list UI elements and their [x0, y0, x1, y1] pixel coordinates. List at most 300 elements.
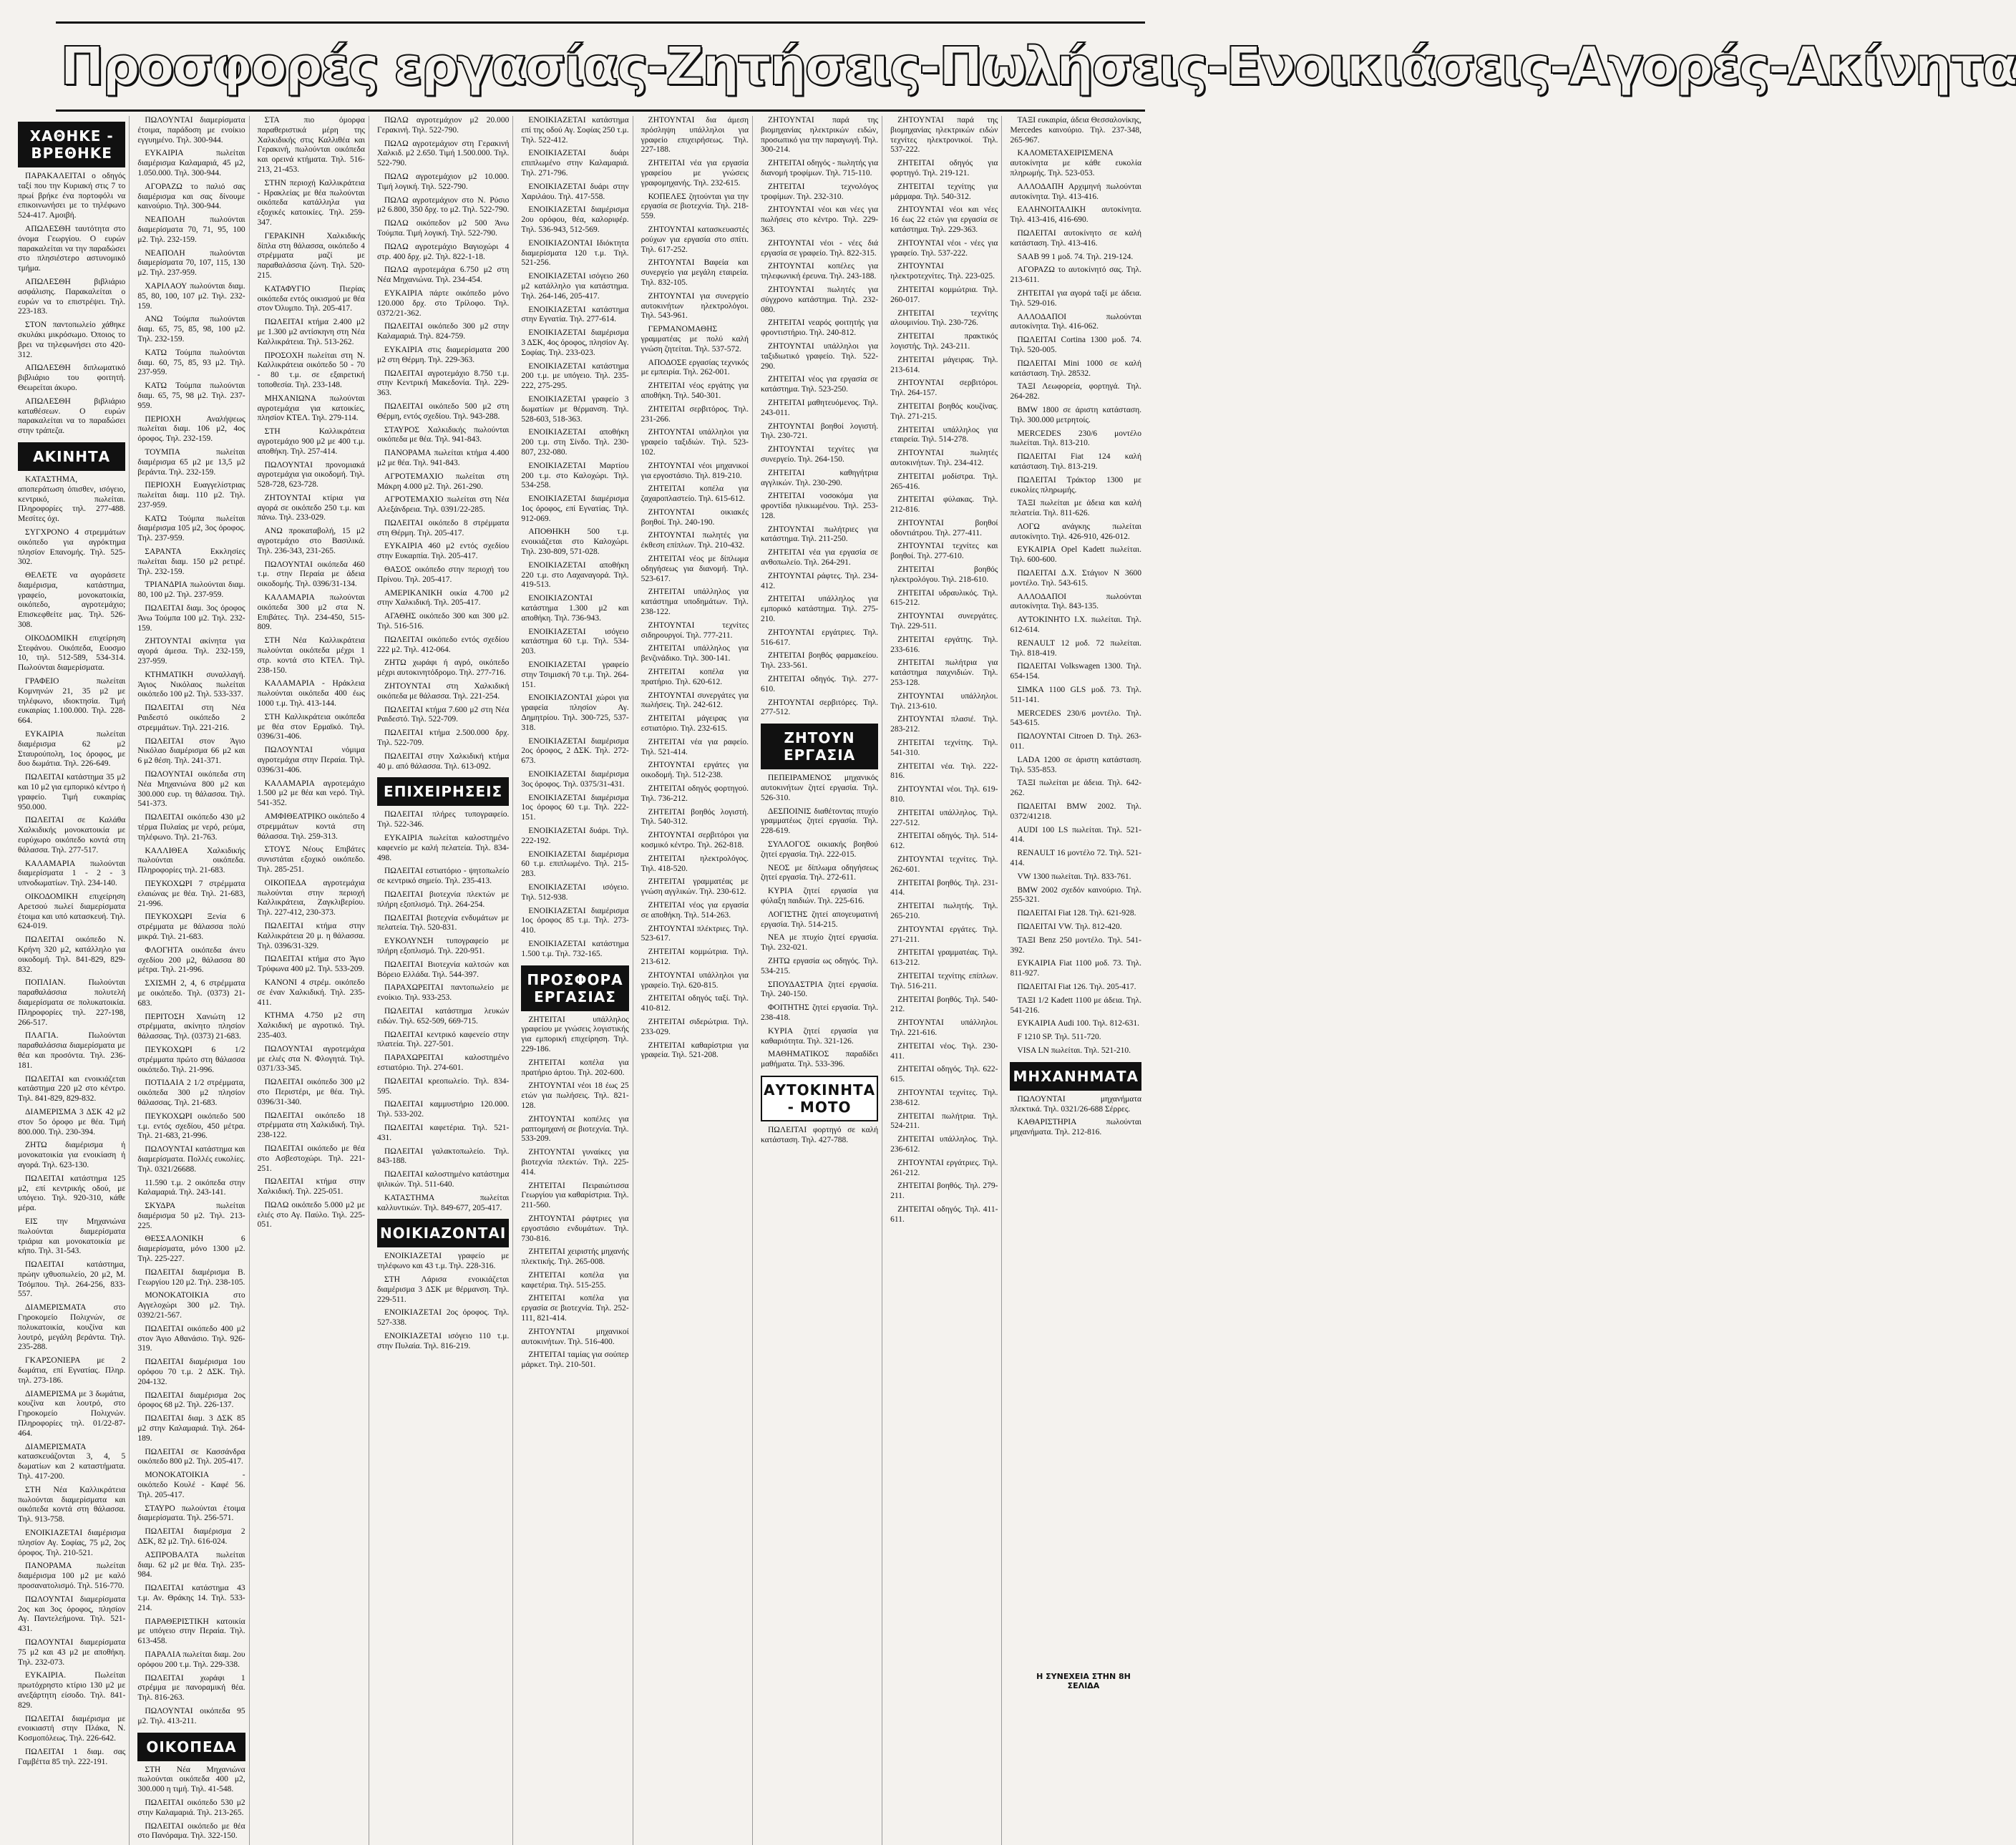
classified-ad: ΚΑΛΑΜΑΡΙΑ πωλούνται οικόπεδα 300 μ2 στα Ν. Επιβάτες. Τηλ. 234-450, 515-809.: [257, 593, 365, 632]
classified-ad: ΖΗΤΟΥΝΤΑΙ βοηθοί οδοντιάτρου. Τηλ. 277-411.: [890, 518, 998, 537]
classified-ad: ΠΩΛΕΙΤΑΙ Fiat 128. Τηλ. 621-928.: [1017, 909, 1136, 918]
classified-ad: ΠΕΥΚΟΧΩΡΙ 7 στρέμματα ελαιώνας με θέα. Τηλ. 21-683, 21-996.: [137, 879, 245, 908]
classified-ad: ΠΩΛΕΙΤΑΙ οικόπεδο 530 μ2 στην Καλαμαριά. Τηλ. 213-265.: [137, 1798, 245, 1817]
classified-ad: ΠΩΛΕΙΤΑΙ σε Κασσάνδρα οικόπεδο 800 μ2. Τηλ. 205-417.: [137, 1447, 245, 1466]
classified-ad: ΖΗΤΕΙΤΑΙ φύλακας. Τηλ. 212-816.: [890, 495, 998, 515]
classified-ad: LADA 1200 σε άριστη κατάσταση. Τηλ. 535-853.: [1010, 755, 1141, 774]
classified-ad: ΕΝΟΙΚΙΑΖΕΤΑΙ κατάστημα 200 τ.μ. με υπόγειο. Τηλ. 235-222, 275-295.: [521, 361, 629, 391]
classified-ad: ΖΗΤΟΥΝΤΑΙ υπάλληλοι. Τηλ. 213-610.: [890, 691, 998, 711]
classified-ad: ΖΗΤΕΙΤΑΙ βοηθός. Τηλ. 279-211.: [890, 1182, 998, 1201]
classified-ad: ΖΗΤΕΙΤΑΙ νέα. Τηλ. 222-816.: [890, 761, 998, 781]
classified-ad: ΖΗΤΟΥΝΤΑΙ για συνεργείο αυτοκινήτων ηλεκτρολόγοι. Τηλ. 543-961.: [641, 291, 749, 321]
classified-ad: ΠΩΛΕΙΤΑΙ BMW 2002. Τηλ. 0372/41218.: [1010, 802, 1141, 821]
continuation-note: Η ΣΥΝΕΧΕΙΑ ΣΤΗΝ 8Η ΣΕΛΙΔΑ: [1026, 1672, 1141, 1690]
classified-ad: ΑΠΟΔΟΣΕ εργασίας τεχνικός με εμπειρία. Τηλ. 262-001.: [641, 358, 749, 377]
classified-ad: ΖΗΤΟΥΝΤΑΙ βοηθοί λογιστή. Τηλ. 230-721.: [760, 422, 879, 441]
column-9: [1006, 116, 1145, 1845]
section-heading: ΕΠΙΧΕΙΡΗΣΕΙΣ: [377, 777, 509, 806]
column-2: [134, 116, 249, 1845]
classified-ad: ΖΗΤΟΥΝΤΑΙ τεχνίτες. Τηλ. 262-601.: [890, 855, 998, 874]
classified-ad: ΠΩΛΕΙΤΑΙ διαμέρισμα 2 ΔΣΚ, 82 μ2. Τηλ. 616-024.: [137, 1527, 245, 1546]
classified-ad: ΣΧΙΣΜΗ 2, 4, 6 στρέμματα με οικόπεδο. Τηλ. (0373) 21-683.: [137, 979, 245, 1008]
classified-ad: ΖΗΤΕΙΤΑΙ υπάλληλος για εταιρεία. Τηλ. 514-278.: [890, 425, 998, 444]
classified-ad: ΑΠΩΛΕΣΘΗ βιβλιάριο καταθέσεων. Ο ευρών παρακαλείται να το παραδώσει στην τράπεζα.: [18, 396, 126, 436]
column-8: [887, 116, 1002, 1845]
classified-ad: ΠΩΛΩ οικόπεδον μ2 500 Άνω Τούμπα. Τιμή λογική. Τηλ. 522-790.: [376, 219, 510, 238]
classified-ad: ΠΩΛΕΙΤΑΙ καφετέρια. Τηλ. 521-431.: [376, 1123, 510, 1142]
classified-ad: ΕΝΟΙΚΙΑΖΕΤΑΙ διαμέρισμα 1ος όροφος, επί Εγνατίας. Τηλ. 912-069.: [521, 495, 629, 523]
classified-ad: ΠΩΛΕΙΤΑΙ οικόπεδο 400 μ2 στον Άγιο Αθανάσιο. Τηλ. 926-319.: [137, 1324, 245, 1353]
classified-ad: ΣΑΡΑΝΤΑ Εκκλησίες πωλείται διαμ. 150 μ2 ρετιρέ. Τηλ. 232-159.: [137, 547, 245, 576]
classified-ad: ΣΤΑΥΡΟ πωλούνται έτοιμα διαμερίσματα. Τηλ. 256-571.: [137, 1504, 245, 1523]
classified-ad: ΠΩΛΕΙΤΑΙ κτήμα 2.500.000 δρχ. Τηλ. 522-709.: [376, 729, 510, 748]
classified-ad: ΠΩΛΕΙΤΑΙ κατάστημα λευκών ειδών. Τηλ. 652-509, 669-715.: [376, 1006, 510, 1026]
classified-ad: ΣΤΑΥΡΟΣ Χαλκιδικής πωλούνται οικόπεδα με θέα. Τηλ. 941-843.: [376, 425, 510, 444]
classified-ad: ΕΝΟΙΚΙΑΖΕΤΑΙ διαμέρισμα 60 τ.μ. επιπλωμένο. Τηλ. 215-283.: [521, 850, 629, 879]
classified-ad: ΖΗΤΟΥΝΤΑΙ οικιακές βοηθοί. Τηλ. 240-190.: [641, 507, 749, 527]
classified-ad: ΖΗΤΟΥΝΤΑΙ νέοι μηχανικοί για εργοστάσιο. Τηλ. 819-210.: [641, 461, 749, 480]
classified-ad: ΠΩΛΟΥΝΤΑΙ αγροτεμάχια με ελιές στα Ν. Φλογητά. Τηλ. 0371/33-345.: [257, 1044, 365, 1074]
classified-ad: ΖΗΤΕΙΤΑΙ πωλήτρια για κατάστημα παιχνιδιών. Τηλ. 253-128.: [890, 658, 998, 688]
column-4: [374, 116, 513, 1845]
classified-ad: ΖΗΤΩ εργασία ως οδηγός. Τηλ. 534-215.: [760, 956, 879, 975]
classified-ad: ΚΟΠΕΛΕΣ ζητούνται για την εργασία σε βιοτεχνία. Τηλ. 218-559.: [641, 192, 749, 221]
classified-ad: ΖΗΤΟΥΝΤΑΙ ράφτριες για εργοστάσιο ενδυμάτων. Τηλ. 730-816.: [521, 1214, 629, 1243]
column-7: [757, 116, 882, 1845]
classified-ad: ΣΤΗ Νέα Καλλικράτεια πωλούνται οικόπεδα μέχρι 1 στρ. κοντά στο ΚΤΕΛ. Τηλ. 238-150.: [257, 636, 365, 675]
classified-ad: ΕΥΚΑΙΡΙΑ Fiat 1100 μοδ. 73. Τηλ. 811-927.: [1010, 959, 1141, 978]
classified-ad: ΝΕΑΠΟΛΗ πωλούνται διαμερίσματα 70, 107, 115, 130 μ2. Τηλ. 237-959.: [137, 248, 245, 278]
classified-ad: ΕΝΟΙΚΙΑΖΕΤΑΙ δυάρι. Τηλ. 222-192.: [521, 827, 629, 845]
classified-ad: ΠΩΛΕΙΤΑΙ και ενοικιάζεται κατάστημα 220 μ2 στο κέντρο. Τηλ. 841-829, 829-832.: [18, 1074, 126, 1104]
classified-ad: ΑΓΑΘΗΣ οικόπεδο 300 και 300 μ2. Τηλ. 516-516.: [376, 612, 510, 631]
classified-ad: ΖΗΤΩ χωράφι ή αγρό, οικόπεδο μέχρι αυτοκινητόδρομο. Τηλ. 277-716.: [376, 658, 510, 678]
classified-ad: ΠΩΛΕΙΤΑΙ Mini 1000 σε καλή κατάσταση. Τηλ. 28532.: [1010, 359, 1141, 378]
classified-ad: AUDI 100 LS πωλείται. Τηλ. 521-414.: [1010, 825, 1141, 844]
classified-ad: ΖΗΤΟΥΝΤΑΙ τεχνίτες. Τηλ. 238-612.: [890, 1088, 998, 1107]
classified-ad: ΖΗΤΟΥΝΤΑΙ τεχνίτες και βοηθοί. Τηλ. 277-610.: [890, 542, 998, 561]
classified-ad: ΣΤΗΝ περιοχή Καλλικράτεια - Ηρακλείας με θέα πωλούνται οικόπεδα κατάλληλα για εξοχικές κατοικίες. Τηλ. 259-347.: [257, 178, 365, 227]
classified-ad: ΖΗΤΕΙΤΑΙ καθαρίστρια για γραφεία. Τηλ. 521-208.: [641, 1041, 749, 1060]
classified-ad: ΕΝΟΙΚΙΑΖΕΤΑΙ ισόγειο 110 τ.μ. στην Πυλαία. Τηλ. 816-219.: [376, 1331, 510, 1350]
classified-ad: ΖΗΤΕΙΤΑΙ κομμώτρια. Τηλ. 260-017.: [890, 285, 998, 304]
classified-ad: ΖΗΤΟΥΝΤΑΙ νέοι και νέες 16 έως 22 ετών για εργασία σε κατάστημα. Τηλ. 229-363.: [890, 205, 998, 234]
classified-ad: ΚΑΛΑΜΑΡΙΑ πωλούνται διαμερίσματα 1 - 2 - 3 υπνοδωματίων. Τηλ. 234-140.: [18, 859, 126, 888]
classified-ad: ΣΚΥΔΡΑ πωλείται διαμέρισμα 50 μ2. Τηλ. 213-225.: [137, 1202, 245, 1230]
classified-ad: ΣΥΓΧΡΟΝΟ 4 στρεμμάτων οικόπεδο για αγρόκτημα πλησίον Επανομής. Τηλ. 525-302.: [18, 527, 126, 567]
classified-ad: ΖΗΤΟΥΝΤΑΙ συνεργάτες. Τηλ. 229-511.: [890, 612, 998, 631]
classified-ad: ΖΗΤΕΙΤΑΙ κοπέλα για πρατήριο άρτου. Τηλ. 202-600.: [521, 1058, 629, 1077]
classified-ad: ΠΩΛΕΙΤΑΙ κτήμα 2.400 μ2 με 1.300 μ2 αντίσκηνη στη Νέα Καλλικράτεια. Τηλ. 513-262.: [257, 318, 365, 346]
classified-ad: ΖΗΤΕΙΤΑΙ νέος για εργασία σε αποθήκη. Τηλ. 514-263.: [641, 900, 749, 920]
classified-ad: ΖΗΤΕΙΤΑΙ νέα για εργασία σε ανθοπωλείο. Τηλ. 264-291.: [760, 548, 879, 568]
classified-ad: ΜΑΘΗΜΑΤΙΚΟΣ παραδίδει μαθήματα. Τηλ. 533-396.: [760, 1050, 879, 1069]
classified-ad: ΠΩΛΕΙΤΑΙ Τράκτορ 1300 με ευκολίες πληρωμής.: [1010, 475, 1141, 495]
classified-ad: ΤΑΞΙ Benz 250 μοντέλο. Τηλ. 541-392.: [1010, 935, 1141, 955]
classified-ad: ΖΗΤΕΙΤΑΙ νέος. Τηλ. 230-411.: [890, 1041, 998, 1061]
classified-ad: ΕΝΟΙΚΙΑΖΕΤΑΙ διαμέρισμα 3 ΔΣΚ, 4ος όροφος, πλησίον Αγ. Σοφίας. Τηλ. 233-023.: [521, 328, 629, 357]
classified-ad: ΖΗΤΕΙΤΑΙ υπάλληλος για βενζινάδικο. Τηλ. 300-141.: [641, 644, 749, 663]
classified-ad: ΑΝΩ προκαταβολή, 15 μ2 αγροτεμάχιο στο Βασιλικά. Τηλ. 236-343, 231-265.: [257, 527, 365, 555]
classified-ad: ΠΩΛΕΙΤΑΙ κατάστημα, πρώην ιχθυοπωλείο, 20 μ2, Μ. Τσόμπου. Τηλ. 264-256, 833-557.: [18, 1260, 126, 1299]
classified-ad: ΖΗΤΟΥΝΤΑΙ υπάλληλοι. Τηλ. 221-616.: [890, 1018, 998, 1037]
classified-ad: ΠΩΛΕΙΤΑΙ αυτοκίνητο σε καλή κατάσταση. Τηλ. 413-416.: [1010, 228, 1141, 248]
classified-ad: ΕΥΚΟΛΥΝΣΗ τυπογραφείο με πλήρη εξοπλισμό. Τηλ. 220-951.: [376, 937, 510, 955]
classified-ad: ΖΗΤΕΙΤΑΙ κομμώτρια. Τηλ. 213-612.: [641, 948, 749, 966]
classified-ad: ΕΝΟΙΚΙΑΖΕΤΑΙ κατάστημα επί της οδού Αγ. Σοφίας 250 τ.μ. Τηλ. 522-412.: [521, 116, 629, 145]
classified-ad: ΖΗΤΟΥΝΤΑΙ υπάλληλοι για ταξιδιωτικό γραφείο. Τηλ. 522-290.: [760, 341, 879, 371]
classified-ad: ΟΙΚΟΠΕΔΑ αγροτεμάχια πωλούνται στην περιοχή Καλλικράτεια, Ζαγκλιβερίου. Τηλ. 227-412, 230-373.: [257, 878, 365, 917]
classified-ad: ΖΗΤΕΙΤΑΙ υπάλληλος για εμπορικό κατάστημα. Τηλ. 275-210.: [760, 595, 879, 624]
classified-ad: ΖΗΤΕΙΤΑΙ τεχνίτης αλουμινίου. Τηλ. 230-726.: [890, 308, 998, 328]
classified-ad: ΖΗΤΟΥΝΤΑΙ νέοι. Τηλ. 619-810.: [890, 785, 998, 804]
classified-ad: ΚΥΡΙΑ ζητεί εργασία για φύλαξη παιδιών. Τηλ. 225-616.: [760, 887, 879, 905]
classified-ad: ΚΑΘΑΡΙΣΤΗΡΙΑ πωλούνται μηχανήματα. Τηλ. 212-816.: [1010, 1118, 1141, 1137]
classified-ad: ΟΙΚΟΔΟΜΙΚΗ επιχείρηση Αρετσού πωλεί διαμερίσματα έτοιμα και υπό κατασκευή. Τηλ. 624-019.: [18, 892, 126, 931]
classified-ad: ΠΩΛΕΙΤΑΙ στην Χαλκιδική κτήμα 40 μ. από θάλασσα. Τηλ. 613-092.: [376, 751, 510, 771]
classified-ad: ΠΩΛΕΙΤΑΙ οικόπεδο 300 μ2 στην Καλαμαριά. Τηλ. 824-759.: [376, 322, 510, 341]
classified-ad: ΘΑΣΟΣ οικόπεδο στην περιοχή του Πρίνου. Τηλ. 205-417.: [376, 565, 510, 584]
classified-ad: ΖΗΤΕΙΤΑΙ κοπέλα για καφετέρια. Τηλ. 515-255.: [521, 1270, 629, 1290]
classified-ad: ΠΩΛΕΙΤΑΙ Cortina 1300 μοδ. 74. Τηλ. 520-005.: [1010, 336, 1141, 354]
column-3: [254, 116, 369, 1845]
classified-ad: ΖΗΤΕΙΤΑΙ μοδίστρα. Τηλ. 265-416.: [890, 472, 998, 491]
classified-ad: ΛΟΓΙΣΤΗΣ ζητεί απογευματινή εργασία. Τηλ. 514-215.: [760, 910, 879, 929]
section-heading: ΜΗΧΑΝΗΜΑΤΑ: [1010, 1062, 1141, 1091]
classified-ad: ΠΩΛΕΙΤΑΙ οικόπεδο 8 στρέμματα στη Θέρμη. Τηλ. 205-417.: [376, 518, 510, 537]
classified-ad: ΖΗΤΕΙΤΑΙ για αγορά ταξί με άδεια. Τηλ. 529-016.: [1010, 288, 1141, 308]
classified-ad: ΖΗΤΟΥΝΤΑΙ συνεργάτες για πωλήσεις. Τηλ. 242-612.: [641, 691, 749, 710]
classified-ad: ΕΝΟΙΚΙΑΖΕΤΑΙ διαμέρισμα πλησίον Αγ. Σοφίας, 75 μ2, 2ος όροφος. Τηλ. 210-521.: [18, 1529, 126, 1557]
classified-ad: ΠΩΛΕΙΤΑΙ βιοτεχνία πλεκτών με πλήρη εξοπλισμό. Τηλ. 264-254.: [376, 890, 510, 909]
classified-ad: ΚΑΤΩ Τούμπα πωλούνται διαμ. 60, 75, 85, 93 μ2. Τηλ. 237-959.: [137, 348, 245, 377]
classified-ad: BMW 2002 σχεδόν καινούριο. Τηλ. 255-321.: [1010, 885, 1141, 905]
classified-ad: ΠΩΛΕΙΤΑΙ οικόπεδο Ν. Κρήνη 320 μ2, κατάλληλο για οικοδομή. Τηλ. 841-829, 829-832.: [18, 935, 126, 974]
classified-ad: ΟΙΚΟΔΟΜΙΚΗ επιχείρηση Στεφάνου. Οικόπεδα, Ευοσμο 10, τηλ. 512-589, 534-314. Πωλούνται διαμερίσματα.: [18, 633, 126, 673]
classified-ad: ΠΩΛΕΙΤΑΙ οικόπεδο με θέα στο Πανόραμα. Τηλ. 322-150.: [137, 1821, 245, 1841]
classified-ad: VW 1300 πωλείται. Τηλ. 833-761.: [1017, 872, 1131, 881]
classified-ad: ΕΝΟΙΚΙΑΖΕΤΑΙ δυάρι στην Χαριλάου. Τηλ. 417-558.: [521, 182, 629, 201]
classified-ad: ΠΩΛΩ αγροτεμάχιον μ2 10.000. Τιμή λογική. Τηλ. 522-790.: [376, 172, 510, 191]
classified-ad: ΕΝΟΙΚΙΑΖΕΤΑΙ αποθήκη 220 τ.μ. στο Λαχαναγορά. Τηλ. 419-513.: [521, 560, 629, 590]
classified-ad: ΠΩΛΟΥΝΤΑΙ διαμερίσματα έτοιμα, παράδοση με ενοίκιο εγγυημένο. Τηλ. 300-944.: [137, 116, 245, 145]
classified-ad: ΖΗΤΕΙΤΑΙ βοηθός φαρμακείου. Τηλ. 233-561.: [760, 651, 879, 671]
classified-ad: ΠΩΛΕΙΤΑΙ αγροτεμάχιο 8.750 τ.μ. στην Κεντρική Μακεδονία. Τηλ. 229-363.: [376, 369, 510, 398]
classified-ad: ΦΛΟΓΗΤΑ οικόπεδα άνευ σχεδίου 200 μ2, θάλασσα 80 μέτρα. Τηλ. 21-996.: [137, 945, 245, 975]
classified-ad: RENAULT 12 μοδ. 72 πωλείται. Τηλ. 818-419.: [1010, 638, 1141, 658]
classified-ad: ΠΩΛΕΙΤΑΙ σε Καλάθα Χαλκιδικής μονοκατοικία με ευρύχωρο οικόπεδο κοντά στη θάλασσα. Τηλ. 277-517.: [18, 816, 126, 855]
classified-ad: ΖΗΤΟΥΝΤΑΙ δια άμεση πρόσληψη υπάλληλοι για γραφείο επιχειρήσεως. Τηλ. 227-188.: [641, 116, 749, 155]
classified-ad: ΕΥΚΑΙΡΙΑ Opel Kadett πωλείται. Τηλ. 600-600.: [1010, 545, 1141, 565]
classified-ad: ΖΗΤΟΥΝΤΑΙ εργάτες. Τηλ. 271-211.: [890, 925, 998, 944]
classified-ad: ΚΑΤΑΣΤΗΜΑ, αποπεράτωση όπισθεν, ισόγειο, κεντρικό, πωλείται. Πληροφορίες τηλ. 277-488. Μεσίτες όχι.: [18, 474, 126, 524]
classified-ad: ΠΕΡΙΤΟΣΗ Χανιώτη 12 στρέμματα, ακίνητο πλησίον θάλασσας. Τηλ. (0373) 21-683.: [137, 1012, 245, 1041]
classified-ad: ΣΤΑ πιο όμορφα παραθεριστικά μέρη της Χαλκιδικής στις Καλλιθέα και Γερακινή, πωλούνται οικόπεδα και ορεινά κτήματα. Τηλ. 516-213, 21-453.: [257, 116, 365, 174]
classified-ad: ΚΥΡΙΑ ζητεί εργασία για καθαριότητα. Τηλ. 321-126.: [760, 1026, 879, 1046]
classified-ad: ΖΗΤΟΥΝΤΑΙ σερβιτόροι για κοσμικό κέντρο. Τηλ. 262-818.: [641, 831, 749, 850]
classified-ad: MERCEDES 230/6 μοντέλο πωλείται. Τηλ. 813-210.: [1010, 429, 1141, 448]
classified-ad: ΛΟΓΩ ανάγκης πωλείται αυτοκίνητο. Τηλ. 426-910, 426-012.: [1010, 522, 1141, 541]
classified-ad: ΖΗΤΟΥΝΤΑΙ ράφτες. Τηλ. 234-412.: [760, 571, 879, 590]
classified-ad: ΤΟΥΜΠΑ πωλείται διαμέρισμα 65 μ2 με 13,5 μ2 βεράντα. Τηλ. 232-159.: [137, 447, 245, 477]
classified-ad: 11.590 τ.μ. 2 οικόπεδα στην Καλαμαριά. Τηλ. 243-141.: [137, 1178, 245, 1197]
classified-ad: ΖΗΤΕΙΤΑΙ βοηθός ηλεκτρολόγου. Τηλ. 218-610.: [890, 565, 998, 584]
classified-ad: ΖΗΤΕΙΤΑΙ οδηγός. Τηλ. 622-615.: [890, 1065, 998, 1084]
classified-ad: ΧΑΡΙΛΑΟΥ πωλούνται διαμ. 85, 80, 100, 107 μ2. Τηλ. 232-159.: [137, 281, 245, 311]
classified-ad: ΤΑΞΙ ευκαιρία, άδεια Θεσσαλονίκης, Mercedes καινούριο. Τηλ. 237-348, 265-967.: [1010, 116, 1141, 145]
classified-ad: ΠΑΡΑΛΙΑ πωλείται διαμ. 2ου ορόφου 200 τ.μ. Τηλ. 229-338.: [137, 1650, 245, 1669]
classified-ad: ΠΩΛΕΙΤΑΙ διαμ. 3 ΔΣΚ 85 μ2 στην Καλαμαριά. Τηλ. 264-189.: [137, 1414, 245, 1443]
classified-ad: ΤΡΙΑΝΔΡΙΑ πωλούνται διαμ. 80, 100 μ2. Τηλ. 237-959.: [137, 580, 245, 600]
classified-ad: ΠΟΠΛΙΑΝ. Πωλούνται παραθαλάσσια πολυτελή διαμερίσματα σε πολυκατοικία. Πληροφορίες τηλ. 227-198, 266-517.: [18, 978, 126, 1027]
section-heading: ΖΗΤΟΥΝ ΕΡΓΑΣΙΑ: [761, 724, 878, 769]
classified-ad: ΠΕΠΕΙΡΑΜΕΝΟΣ μηχανικός αυτοκινήτων ζητεί εργασία. Τηλ. 526-310.: [760, 774, 879, 802]
classified-ad: ΚΑΤΑΣΤΗΜΑ πωλείται καλλυντικών. Τηλ. 849-677, 205-417.: [376, 1193, 510, 1212]
classified-ad: ΖΗΤΕΙΤΑΙ ταμίας για σούπερ μάρκετ. Τηλ. 210-501.: [521, 1350, 629, 1370]
classified-ad: ΠΩΛΩ αγροτεμάχια 6.750 μ2 στη Νέα Μηχανιώνα. Τηλ. 234-454.: [376, 266, 510, 285]
classified-ad: ΕΝΟΙΚΙΑΖΕΤΑΙ γραφείο στην Τσιμισκή 70 τ.μ. Τηλ. 264-151.: [521, 661, 629, 689]
classified-ad: ΚΑΤΩ Τούμπα πωλούνται διαμ. 65, 75, 98 μ2. Τηλ. 237-959.: [137, 381, 245, 410]
classified-ad: ΕΥΚΑΙΡΙΑ πωλείται καλοστημένο καφενείο με καλή πελατεία. Τηλ. 834-498.: [376, 834, 510, 862]
classified-ad: ΠΩΛΕΙΤΑΙ εστιατόριο - ψητοπωλείο σε κεντρικό σημείο. Τηλ. 235-413.: [376, 867, 510, 886]
classified-ad: ΣΠΟΥΔΑΣΤΡΙΑ ζητεί εργασία. Τηλ. 240-150.: [760, 980, 879, 999]
classified-ad: ΖΗΤΕΙΤΑΙ βοηθός. Τηλ. 231-414.: [890, 878, 998, 897]
classified-ad: ΠΩΛΕΙΤΑΙ οικόπεδο 300 μ2 στο Περιστέρι, με θέα. Τηλ. 0396/31-340.: [257, 1078, 365, 1106]
classified-ad: ΖΗΤΕΙΤΑΙ τεχνίτης επίπλων. Τηλ. 516-211.: [890, 971, 998, 990]
classified-ad: ΕΝΟΙΚΙΑΖΕΤΑΙ γραφείο 3 δωματίων με θέρμανση. Τηλ. 528-603, 518-363.: [521, 394, 629, 424]
classified-ad: ΖΗΤΕΙΤΑΙ βοηθός κουζίνας. Τηλ. 271-215.: [890, 401, 998, 421]
classified-ad: ΠΑΡΑΧΩΡΕΙΤΑΙ καλοστημένο εστιατόριο. Τηλ. 274-601.: [376, 1053, 510, 1072]
classified-ad: ΖΗΤΟΥΝΤΑΙ Βαφεία και συνεργείο για μεγάλη εταιρεία. Τηλ. 832-105.: [641, 258, 749, 287]
classified-ad: ΤΑΞΙ πωλείται με άδεια και καλή πελατεία. Τηλ. 811-626.: [1010, 499, 1141, 518]
classified-ad: ΠΩΛΕΙΤΑΙ κατάστημα 43 τ.μ. Αν. Θράκης 14. Τηλ. 533-214.: [137, 1584, 245, 1612]
classified-ad: ΖΗΤΕΙΤΑΙ καθηγήτρια αγγλικών. Τηλ. 230-290.: [760, 468, 879, 487]
classified-ad: ΠΩΛΕΙΤΑΙ πλήρες τυπογραφείο. Τηλ. 522-346.: [376, 810, 510, 829]
classified-ad: ΕΥΚΑΙΡΙΑ στις διαμερίσματα 200 μ2 στη Θέρμη. Τηλ. 229-363.: [376, 345, 510, 364]
classified-ad: ΠΡΟΣΟΧΗ πωλείται στη Ν. Καλλικράτεια οικόπεδο 50 - 70 - 80 τ.μ. σε εξαιρετική τοποθεσία. Τηλ. 233-148.: [257, 351, 365, 389]
classified-ad: ΠΩΛΕΙΤΑΙ οικόπεδο εντός σχεδίου 222 μ2. Τηλ. 412-064.: [376, 635, 510, 654]
classified-ad: ΠΩΛΕΙΤΑΙ στον Άγιο Νικόλαο διαμέρισμα 66 μ2 και 6 μ2 θέση. Τηλ. 241-371.: [137, 736, 245, 766]
classified-ad: ΣΤΗ Νέα Μηχανιώνα πωλούνται οικόπεδα 400 μ2, 300.000 η τιμή. Τηλ. 41-548.: [137, 1765, 245, 1794]
classified-ad: ΖΗΤΕΙΤΑΙ Πειραιώτισσα Γεωργίου για καθαρίστρια. Τηλ. 211-560.: [521, 1181, 629, 1210]
classified-ad: ΤΑΞΙ 1/2 Kadett 1100 με άδεια. Τηλ. 541-216.: [1010, 995, 1141, 1015]
classified-ad: ΖΗΤΕΙΤΑΙ νεαρός φοιτητής για φροντιστήριο. Τηλ. 240-812.: [760, 318, 879, 338]
classified-ad: ΠΩΛΕΙΤΑΙ Δ.Χ. Στάγιον Ν 3600 μοντέλο. Τηλ. 543-615.: [1010, 569, 1141, 588]
classified-ad: ΕΙΣ την Μηχανιώνα πωλούνται διαμερίσματα τριάρια και μονοκατοικία με κήπο. Τηλ. 31-543.: [18, 1217, 126, 1256]
classified-ad: ΖΗΤΕΙΤΑΙ βοηθός λογιστή. Τηλ. 540-312.: [641, 807, 749, 827]
classified-ad: ΠΩΛΩ οικόπεδο 5.000 μ2 με ελιές στο Αγ. Παύλο. Τηλ. 225-051.: [257, 1200, 365, 1230]
classified-ad: ΚΑΤΑΦΥΓΙΟ Πιερίας οικόπεδα εντός οικισμού με θέα στον Όλυμπο. Τηλ. 205-417.: [257, 284, 365, 313]
classified-ad: ΖΗΤΕΙΤΑΙ οδηγός. Τηλ. 514-612.: [890, 832, 998, 851]
classified-ad: ΠΕΡΙΟΧΗ Ευαγγελίστριας πωλείται διαμ. 110 μ2. Τηλ. 237-959.: [137, 481, 245, 510]
page-banner: [56, 21, 2016, 112]
classified-ad: ΖΗΤΕΙΤΑΙ ηλεκτρολόγος. Τηλ. 418-520.: [641, 854, 749, 873]
classified-ad: ΕΥΚΑΙΡΙΑ πάρτε οικόπεδο μόνο 120.000 δρχ. στο Τρίλοφο. Τηλ. 0372/21-362.: [376, 288, 510, 318]
classified-ad: ΖΗΤΟΥΝΤΑΙ πλασιέ. Τηλ. 283-212.: [890, 715, 998, 734]
classified-ad: ΜΗΧΑΝΙΩΝΑ πωλούνται αγροτεμάχια για κατοικίες, πλησίον ΚΤΕΛ. Τηλ. 279-114.: [257, 394, 365, 423]
classified-ad: ΕΥΚΑΙΡΙΑ πωλείται διαμέρισμα 62 μ2 Σταυρούπολη, 1ος όροφος, με δυο δωμάτια. Τηλ. 226-649.: [18, 730, 126, 769]
classified-ad: ΣΤΗ Λάρισα ενοικιάζεται διαμέρισμα 3 ΔΣΚ με θέρμανση. Τηλ. 229-511.: [376, 1275, 510, 1304]
classified-ad: ΕΝΟΙΚΙΑΖΕΤΑΙ κατάστημα 1.500 τ.μ. Τηλ. 732-165.: [521, 939, 629, 958]
classified-ad: ΠΩΛΕΙΤΑΙ 1 διαμ. σας Γαμβέττα 85 τηλ. 222-191.: [18, 1747, 126, 1766]
classified-ad: ΠΑΡΑΚΑΛΕΙΤΑΙ ο οδηγός ταξί που την Κυριακή στις 7 το πρωί βρήκε ένα πορτοφόλι να επικοινωνήσει με το τηλέφωνο 524-417. Αμοιβή.: [18, 172, 126, 220]
classified-ad: ΖΗΤΕΙΤΑΙ πωλήτρια. Τηλ. 524-211.: [890, 1111, 998, 1131]
classified-ad: ΝΕΑΠΟΛΗ πωλούνται διαμερίσματα 70, 71, 95, 100 μ2. Τηλ. 232-159.: [137, 215, 245, 244]
classified-ad: ΖΗΤΕΙΤΑΙ χειριστής μηχανής πλεκτικής. Τηλ. 265-008.: [521, 1247, 629, 1267]
classified-ad: ΠΩΛΕΙΤΑΙ Fiat 126. Τηλ. 205-417.: [1017, 982, 1136, 991]
classified-ad: ΘΕΛΕΤΕ να αγοράσετε διαμέρισμα, κατάστημα, γραφείο, μονοκατοικία, οικόπεδο, αγροτεμάχιο; Επισκεφθείτε μας. Τηλ. 526-308.: [18, 571, 126, 630]
classified-ad: ΠΩΛΕΙΤΑΙ οικόπεδο 18 στρέμματα στη Χαλκιδική. Τηλ. 238-122.: [257, 1111, 365, 1140]
classified-ad: ΜΟΝΟΚΑΤΟΙΚΙΑ - οικόπεδο Κουλέ - Καφέ 56. Τηλ. 205-417.: [137, 1471, 245, 1499]
classified-ad: ΠΩΛΕΙΤΑΙ οικόπεδο 500 μ2 στη Θέρμη, εντός σχεδίου. Τηλ. 943-288.: [376, 401, 510, 421]
classified-ad: ΠΩΛΟΥΝΤΑΙ Citroen D. Τηλ. 263-011.: [1010, 732, 1141, 751]
classified-ad: ΖΗΤΕΙΤΑΙ υπάλληλος. Τηλ. 227-512.: [890, 808, 998, 827]
classified-ad: ΚΑΛΛΙΘΕΑ Χαλκιδικής πωλούνται οικόπεδα. Πληροφορίες τηλ. 21-683.: [137, 846, 245, 875]
classified-ad: ΖΗΤΟΥΝΤΑΙ σερβιτόρες. Τηλ. 277-512.: [760, 698, 879, 717]
classified-ad: ΖΗΤΕΙΤΑΙ γραμματέας με γνώση αγγλικών. Τηλ. 230-612.: [641, 877, 749, 897]
classified-ad: ΠΑΡΑΘΕΡΙΣΤΙΚΗ κατοικία με υπόγειο στην Περαία. Τηλ. 613-458.: [137, 1617, 245, 1646]
classified-ad: ΠΩΛΕΙΤΑΙ καμμυστήριο 120.000. Τηλ. 533-202.: [376, 1100, 510, 1119]
classified-ad: ΖΗΤΕΙΤΑΙ σερβιτόρος. Τηλ. 231-266.: [641, 404, 749, 424]
classified-ad: ΖΗΤΕΙΤΑΙ νοσοκόμα για φροντίδα ηλικιωμένου. Τηλ. 253-128.: [760, 492, 879, 520]
classified-ad: ΑΛΛΟΔΑΠΗ Αρχιμηνή πωλούνται αυτοκίνητα. Τηλ. 413-416.: [1010, 182, 1141, 201]
classified-ad: ΑΠΩΛΕΣΘΗ διπλωματικό βιβλιάριο του φοιτητή. Θεωρείται άκυρο.: [18, 364, 126, 392]
classified-ad: ΖΗΤΕΙΤΑΙ οδηγός. Τηλ. 411-611.: [890, 1204, 998, 1224]
classified-ad: ΚΑΛΑΜΑΡΙΑ - Ηράκλεια πωλούνται οικόπεδα 400 έως 1000 τ.μ. Τηλ. 413-144.: [257, 679, 365, 709]
classified-ad: ΠΩΛΟΥΝΤΑΙ οικόπεδα 460 τ.μ. στην Περαία με άδεια οικοδομής. Τηλ. 0396/31-134.: [257, 560, 365, 589]
classified-ad: BMW 1800 σε άριστη κατάσταση. Τηλ. 300.000 μετρητοίς.: [1010, 405, 1141, 424]
classified-ad: ΖΗΤΕΙΤΑΙ πρακτικός λογιστής. Τηλ. 243-211.: [890, 332, 998, 351]
classified-ad: ΓΕΡΑΚΙΝΗ Χαλκιδικής δίπλα στη θάλασσα, οικόπεδο 4 στρέμματα μαζί με παραθαλάσσια ζώνη. Τηλ. 520-215.: [257, 231, 365, 280]
classified-ad: ΖΗΤΕΙΤΑΙ κοπέλα για πρατήριο. Τηλ. 620-612.: [641, 668, 749, 686]
classified-ad: ΑΜΦΙΘΕΑΤΡΙΚΟ οικόπεδο 4 στρεμμάτων κοντά στη θάλασσα. Τηλ. 259-313.: [257, 812, 365, 841]
classified-ad: ΓΡΑΦΕΙΟ πωλείται Κομνηνών 21, 35 μ2 με τηλέφωνο, ιδιοκτησία. Τιμή ευκαιρίας 1.100.000. Τηλ. 228-664.: [18, 677, 126, 726]
classified-ad: ΠΩΛΩ αγροτεμάχιον στη Γερακινή Χαλκιδ. μ2 2.650. Τιμή 1.500.000. Τηλ. 522-790.: [376, 139, 510, 168]
classified-ad: ΠΑΝΟΡΑΜΑ πωλείται διαμέρισμα 100 μ2 με καλό προσανατολισμό. Τηλ. 516-770.: [18, 1562, 126, 1590]
classified-ad: ΠΩΛΟΥΝΤΑΙ προνομιακά αγροτεμάχια για οικοδομή. Τηλ. 528-728, 623-728.: [257, 460, 365, 490]
classified-ad: ΤΑΞΙ Λεωφορεία, φορτηγά. Τηλ. 264-282.: [1010, 382, 1141, 401]
classified-ad: ΠΩΛΕΙΤΑΙ διαμέρισμα Β. Γεωργίου 120 μ2. Τηλ. 238-105.: [137, 1267, 245, 1287]
classified-ad: F 1210 SP. Τηλ. 511-720.: [1017, 1033, 1101, 1042]
classified-ad: ΠΩΛΟΥΝΤΑΙ νόμιμα αγροτεμάχια στην Περαία. Τηλ. 0396/31-406.: [257, 746, 365, 774]
classified-ad: ΖΗΤΟΥΝΤΑΙ υπάλληλοι για γραφείο. Τηλ. 620-815.: [641, 970, 749, 990]
classified-ad: ΠΟΤΙΔΑΙΑ 2 1/2 στρέμματα, οικόπεδα 300 μ2 πλησίον θάλασσας. Τηλ. 21-683.: [137, 1079, 245, 1107]
classified-ad: ΖΗΤΕΙΤΑΙ βοηθός. Τηλ. 540-212.: [890, 995, 998, 1014]
classified-ad: ΚΑΝΟΝΙ 4 στρέμ. οικόπεδο σε έναν Χαλκιδική. Τηλ. 235-411.: [257, 978, 365, 1007]
classified-ad: ΖΗΤΕΙΤΑΙ μάγειρας για εστιατόριο. Τηλ. 232-615.: [641, 714, 749, 734]
classified-ad: ΖΗΤΟΥΝΤΑΙ στη Χαλκιδική οικόπεδα με θάλασσα. Τηλ. 221-254.: [376, 682, 510, 701]
classified-ad: ΖΗΤΕΙΤΑΙ τεχνίτης. Τηλ. 541-310.: [890, 739, 998, 757]
classified-ad: ΠΩΛΩ αγροτεμάχιον στο Ν. Ρύσιο μ2 6.800, 350 δρχ. το μ2. Τηλ. 522-790.: [376, 195, 510, 215]
classified-ad: ΠΩΛΕΙΤΑΙ οικόπεδο με θέα στο Ασβεστοχώρι. Τηλ. 221-251.: [257, 1144, 365, 1173]
classified-ad: ΖΗΤΕΙΤΑΙ υπάλληλος γραφείου με γνώσεις λογιστικής για εμπορική επιχείρηση. Τηλ. 229-186.: [521, 1015, 629, 1053]
classified-ad: ΕΝΟΙΚΙΑΖΟΝΤΑΙ Ιδιόκτητα διαμερίσματα 120 τ.μ. Τηλ. 521-256.: [521, 238, 629, 268]
classified-ad: ΕΥΚΑΙΡΙΑ. Πωλείται πρωτόχρηστο κτίριο 130 μ2 με ανεξάρτητη είσοδο. Τηλ. 841-829.: [18, 1671, 126, 1710]
classified-ad: ΓΚΑΡΣΟΝΙΕΡΑ με 2 δωμάτια, επί Εγνατίας. Πληρ. τηλ. 273-186.: [18, 1356, 126, 1385]
classified-ad: ΖΗΤΟΥΝΤΑΙ κοπέλες για τηλεφωνική έρευνα. Τηλ. 243-188.: [760, 262, 879, 281]
classified-ad: ΖΗΤΟΥΝΤΑΙ κατασκευαστές ρούχων για εργασία στο σπίτι. Τηλ. 617-252.: [641, 225, 749, 254]
classified-ad: ΖΗΤΕΙΤΑΙ γραμματέας. Τηλ. 613-212.: [890, 948, 998, 968]
column-6: [638, 116, 753, 1845]
classified-ad: ΖΗΤΟΥΝΤΑΙ πλέκτριες. Τηλ. 523-617.: [641, 924, 749, 943]
classified-ad: ΖΗΤΟΥΝΤΑΙ σερβιτόροι. Τηλ. 264-157.: [890, 379, 998, 398]
section-heading: ΟΙΚΟΠΕΔΑ: [137, 1733, 245, 1761]
classified-ad: ΔΙΑΜΕΡΙΣΜΑ 3 ΔΣΚ 42 μ2 στον 5ο όροφο με θέα. Τιμή 800.000. Τηλ. 230-394.: [18, 1107, 126, 1136]
classified-ad: ΖΗΤΕΙΤΑΙ κοπέλα για εργασία σε βιοτεχνία. Τηλ. 252-111, 821-414.: [521, 1294, 629, 1323]
classified-ad: ΤΑΞΙ πωλείται με άδεια. Τηλ. 642-262.: [1010, 779, 1141, 798]
classified-ad: ΑΛΛΟΔΑΠΟΙ πωλούνται αυτοκίνητα. Τηλ. 416-062.: [1010, 312, 1141, 331]
classified-ad: ΕΝΟΙΚΙΑΖΕΤΑΙ ισόγειο 260 μ2 κατάλληλο για κατάστημα. Τηλ. 264-146, 205-417.: [521, 272, 629, 301]
classified-ad: ΖΗΤΟΥΝΤΑΙ πωλήτριες για κατάστημα. Τηλ. 211-250.: [760, 525, 879, 544]
classified-ad: ΑΠΩΛΕΣΘΗ βιβλιάριο ασφάλισης. Παρακαλείται ο ευρών να το επιστρέψει. Τηλ. 223-183.: [18, 277, 126, 316]
classified-ad: ΖΗΤΟΥΝΤΑΙ εργάτριες. Τηλ. 516-617.: [760, 628, 879, 647]
classified-ad: ΕΝΟΙΚΙΑΖΟΝΤΑΙ χώροι για γραφεία πλησίον Αγ. Δημητρίου. Τηλ. 300-725, 537-318.: [521, 693, 629, 732]
classified-ad: ΕΝΟΙΚΙΑΖΕΤΑΙ ισόγειο. Τηλ. 512-938.: [521, 882, 629, 902]
classified-ad: ΑΠΟΘΗΚΗ 500 τ.μ. ενοικιάζεται στο Καλοχώρι. Τηλ. 230-809, 571-028.: [521, 527, 629, 557]
classified-ad: ΠΩΛΕΙΤΑΙ γαλακτοπωλείο. Τηλ. 843-188.: [376, 1147, 510, 1166]
classified-ad: ΔΕΣΠΟΙΝΙΣ διαθέτοντας πτυχίο γραμματέως ζητεί εργασία. Τηλ. 228-619.: [760, 807, 879, 836]
classified-ad: ΠΩΛΟΥΝΤΑΙ κατάστημα και διαμερίσματα. Πολλές ευκολίες. Τηλ. 0321/26688.: [137, 1145, 245, 1174]
classified-ad: ΖΗΤΕΙΤΑΙ τεχνολόγος τροφίμων. Τηλ. 232-310.: [760, 182, 879, 201]
classified-ad: ΚΤΗΜΑΤΙΚΗ συναλλαγή. Άγιος Νικόλαος πωλείται οικόπεδο 100 μ2. Τηλ. 533-337.: [137, 670, 245, 699]
classified-ad: ΖΗΤΕΙΤΑΙ υπάλληλος για κατάστημα υποδημάτων. Τηλ. 238-122.: [641, 588, 749, 617]
classified-ad: ΠΕΥΚΟΧΩΡΙ 6 1/2 στρέμματα πρώτο στη θάλασσα οικόπεδο. Τηλ. 21-996.: [137, 1045, 245, 1074]
classified-ad: ΑΝΩ Τούμπα πωλούνται διαμ. 65, 75, 85, 98, 100 μ2. Τηλ. 232-159.: [137, 315, 245, 344]
classified-ad: ΖΗΤΕΙΤΑΙ νέα για ραφείο. Τηλ. 521-414.: [641, 737, 749, 756]
classified-ad: ΠΩΛΕΙΤΑΙ οικόπεδο 430 μ2 τέρμα Πυλαίας με νερό, ρεύμα, τηλέφωνο. Τηλ. 21-763.: [137, 813, 245, 842]
classified-ad: ΠΩΛΕΙΤΑΙ Volkswagen 1300. Τηλ. 654-154.: [1010, 662, 1141, 681]
classified-ad: ΠΩΛΕΙΤΑΙ διαμέρισμα με ενοικιαστή στην Πλάκα, Ν. Κοσμοπόλεως. Τηλ. 226-642.: [18, 1714, 126, 1743]
classified-ad: ΖΗΤΕΙΤΑΙ οδηγός για φορτηγό. Τηλ. 219-121.: [890, 159, 998, 177]
classified-ad: ΖΗΤΟΥΝΤΑΙ ακίνητα για αγορά άμεσα. Τηλ. 232-159, 237-959.: [137, 637, 245, 666]
classified-ad: ΖΗΤΟΥΝΤΑΙ μηχανικοί αυτοκινήτων. Τηλ. 516-400.: [521, 1327, 629, 1346]
classified-ad: SAAB 99 1 μοδ. 74. Τηλ. 219-124.: [1017, 252, 1134, 261]
classified-ad: ΣΤΗ Νέα Καλλικράτεια πωλούνται διαμερίσματα και οικόπεδα κοντά στη θάλασσα. Τηλ. 913-758.: [18, 1485, 126, 1524]
classified-ad: ΖΗΤΟΥΝΤΑΙ νέοι - νέες για γραφείο. Τηλ. 537-222.: [890, 238, 998, 258]
classified-ad: ΖΗΤΕΙΤΑΙ κοπέλα για ζαχαροπλαστείο. Τηλ. 615-612.: [641, 485, 749, 504]
classified-ad: ΚΑΛΟΜΕΤΑΧΕΙΡΙΣΜΕΝΑ αυτοκίνητα με κάθε ευκολία πληρωμής. Τηλ. 523-053.: [1010, 149, 1141, 177]
classified-ad: ΠΩΛΕΙΤΑΙ Fiat 124 καλή κατάσταση. Τηλ. 813-219.: [1010, 452, 1141, 471]
classified-ad: ΕΝΟΙΚΙΑΖΕΤΑΙ αποθήκη 200 τ.μ. στη Σίνδο. Τηλ. 230-807, 232-080.: [521, 428, 629, 457]
classified-ad: ΖΗΤΕΙΤΑΙ νέος για εργασία σε κατάστημα. Τηλ. 523-250.: [760, 375, 879, 394]
classified-ad: ΠΩΛΩ αγροτεμάχιον μ2 20.000 Γερακινή. Τηλ. 522-790.: [376, 116, 510, 135]
classified-ad: ΖΗΤΟΥΝΤΑΙ γυναίκες για βιοτεχνία πλεκτών. Τηλ. 225-414.: [521, 1148, 629, 1177]
classified-ad: ΖΗΤΟΥΝΤΑΙ νέοι και νέες για πωλήσεις στο κέντρο. Τηλ. 229-363.: [760, 205, 879, 234]
classified-ad: ΔΙΑΜΕΡΙΣΜΑΤΑ στο Γηροκομείο Πολιχνών, σε πολυκατοικία, κουζίνα και λουτρό, μεγάλη βεράντα. Τηλ. 235-288.: [18, 1303, 126, 1352]
classified-ad: ΠΩΛΕΙΤΑΙ διαμ. 3ος όροφος Άνω Τούμπα 100 μ2. Τηλ. 232-159.: [137, 604, 245, 633]
classified-ad: ΠΩΛΕΙΤΑΙ κεντρικό καφενείο στην πλατεία. Τηλ. 227-501.: [376, 1030, 510, 1049]
classified-ad: ΖΗΤΟΥΝΤΑΙ εργάτες για οικοδομή. Τηλ. 512-238.: [641, 761, 749, 780]
classified-ad: ΠΑΡΑΧΩΡΕΙΤΑΙ παντοπωλείο με ενοίκιο. Τηλ. 933-253.: [376, 983, 510, 1003]
classified-ad: ΠΩΛΕΙΤΑΙ κτήμα στην Καλλικράτεια 20 μ. η θάλασσα. Τηλ. 0396/31-329.: [257, 921, 365, 950]
classified-ad: ΕΥΚΑΙΡΙΑ πωλείται διαμέρισμα Καλαμαριά, 45 μ2, 1.050.000. Τηλ. 300-944.: [137, 149, 245, 177]
classified-ad: ΖΗΤΕΙΤΑΙ νέος με δίπλωμα οδηγήσεως για διανομή. Τηλ. 523-617.: [641, 555, 749, 583]
classified-ad: ΑΓΡΟΤΕΜΑΧΙΟ πωλείται στη Μάκρη 4.000 μ2. Τηλ. 261-290.: [376, 472, 510, 491]
classified-ad: ΜΟΝΟΚΑΤΟΙΚΙΑ στο Αγγελοχώρι 300 μ2. Τηλ. 0392/21-567.: [137, 1291, 245, 1320]
classified-ad: ΓΕΡΜΑΝΟΜΑΘΗΣ γραμματέας με πολύ καλή γνώση ζητείται. Τηλ. 537-572.: [641, 325, 749, 354]
section-heading: ΧΑΘΗΚΕ - ΒΡΕΘΗΚΕ: [18, 122, 125, 167]
classified-ad: ΖΗΤΟΥΝΤΑΙ υπάλληλοι για γραφείο ταξιδιών. Τηλ. 523-102.: [641, 428, 749, 457]
classified-ad: ΠΩΛΕΙΤΑΙ καλοστημένο κατάστημα ψιλικών. Τηλ. 511-640.: [376, 1170, 510, 1189]
classified-ad: ΖΗΤΕΙΤΑΙ οδηγός ταξί. Τηλ. 410-812.: [641, 994, 749, 1013]
classified-ad: ΠΩΛΕΙΤΑΙ κτήμα στο Άγιο Τρύφωνα 400 μ2. Τηλ. 533-209.: [257, 955, 365, 974]
classified-ad: ΑΓΟΡΑΖΩ το αυτοκίνητό σας. Τηλ. 213-611.: [1010, 266, 1141, 285]
classified-ad: ΠΩΛΕΙΤΑΙ διαμέρισμα 2ος όροφος 68 μ2. Τηλ. 226-137.: [137, 1391, 245, 1410]
classified-ad: ΔΙΑΜΕΡΙΣΜΑΤΑ κατασκευάζονται 3, 4, 5 δωματίων και 2 καταστήματα. Τηλ. 417-200.: [18, 1442, 126, 1481]
classified-ad: ΠΩΛΟΥΝΤΑΙ μηχανήματα πλεκτικά. Τηλ. 0321/26-688 Σέρρες.: [1010, 1094, 1141, 1114]
classified-ad: ΠΩΛΟΥΝΤΑΙ οικόπεδα 95 μ2. Τηλ. 413-211.: [137, 1706, 245, 1725]
classified-ad: ΠΩΛΕΙΤΑΙ κατάστημα 35 μ2 και 10 μ2 για εμπορικό κέντρο ή γραφείο. Τιμή ευκαιρίας 950.000.: [18, 773, 126, 812]
